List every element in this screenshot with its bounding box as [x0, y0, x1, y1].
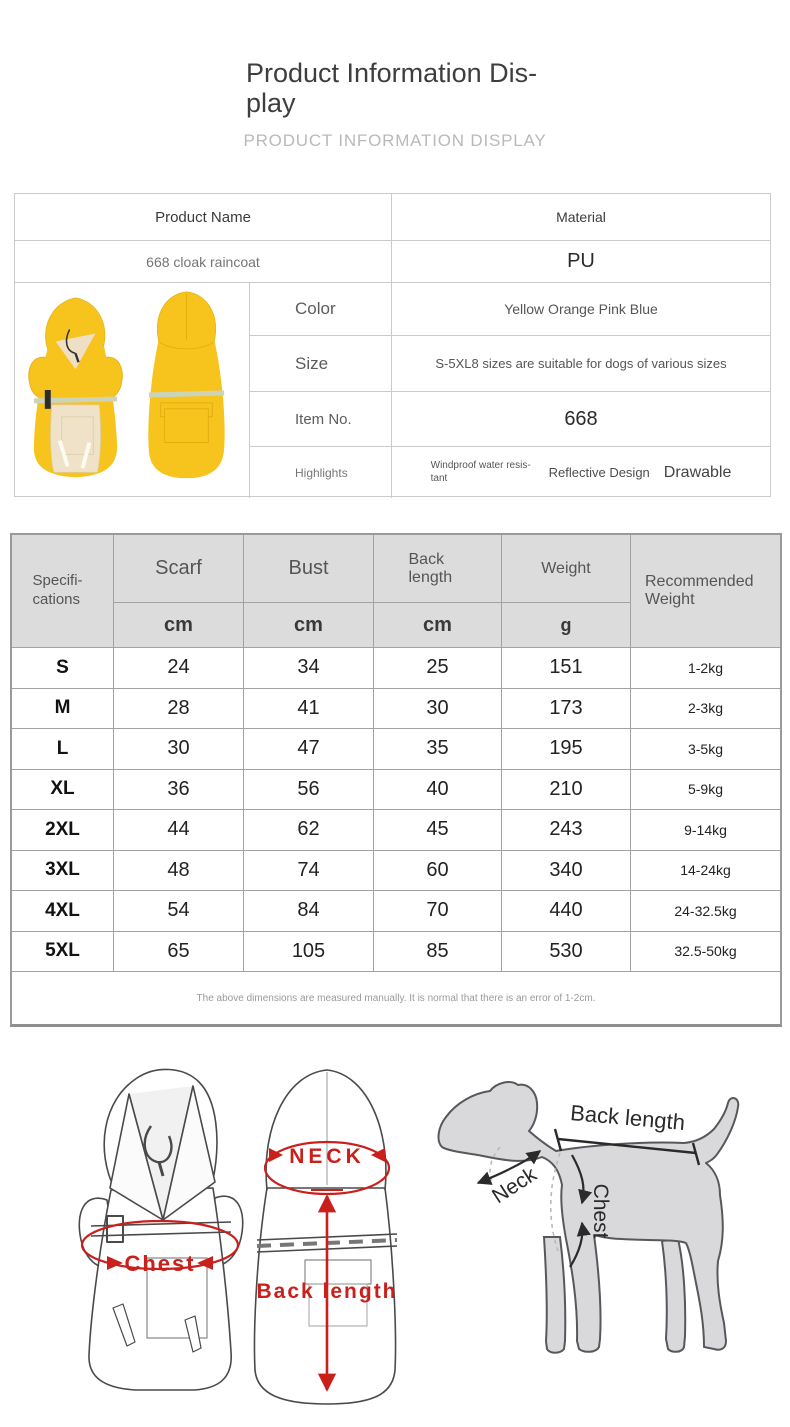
unit-bust: cm	[243, 602, 373, 647]
row-bust: 105	[243, 931, 373, 972]
row-size: 4XL	[12, 890, 113, 931]
col-header-recommended-weight: Recommended Weight	[630, 535, 780, 647]
row-recommended: 3-5kg	[630, 728, 780, 769]
page-title	[246, 58, 566, 118]
row-bust: 34	[243, 647, 373, 688]
row-weight: 195	[501, 728, 630, 769]
photo-back-coat	[148, 291, 224, 477]
unit-scarf: cm	[113, 602, 243, 647]
row-weight: 340	[501, 850, 630, 891]
row-bust: 74	[243, 850, 373, 891]
col-header-weight: Weight	[501, 535, 630, 602]
row-back: 70	[373, 890, 501, 931]
row-size: 3XL	[12, 850, 113, 891]
row-bust: 41	[243, 688, 373, 729]
col-header-scarf: Scarf	[113, 535, 243, 602]
row-recommended: 24-32.5kg	[630, 890, 780, 931]
row-scarf: 44	[113, 809, 243, 850]
highlight-windproof: Windproof water resis-tant	[430, 460, 531, 484]
row-bust: 84	[243, 890, 373, 931]
row-size: L	[12, 728, 113, 769]
highlights-value	[391, 446, 770, 498]
row-size: M	[12, 688, 113, 729]
product-photo	[15, 282, 249, 498]
spec-header: Specifi-cations	[12, 535, 113, 647]
row-size: XL	[12, 769, 113, 810]
row-scarf: 54	[113, 890, 243, 931]
photo-front-coat	[29, 297, 123, 476]
page-title-line1: Product Information Dis-	[246, 58, 538, 88]
unit-back: cm	[373, 602, 501, 647]
row-scarf: 65	[113, 931, 243, 972]
product-name-header: Product Name	[155, 208, 251, 226]
row-scarf: 24	[113, 647, 243, 688]
raincoat-photo-illustration	[15, 284, 249, 498]
row-recommended: 1-2kg	[630, 647, 780, 688]
coat-neck-label: NECK	[289, 1145, 365, 1168]
row-bust: 62	[243, 809, 373, 850]
highlight-reflective: Reflective Design	[548, 465, 650, 480]
unit-weight: g	[501, 602, 630, 647]
row-weight: 210	[501, 769, 630, 810]
material-value: PU	[391, 240, 770, 282]
coat-back-length-label: Back length	[256, 1280, 398, 1303]
coat-chest-label: Chest	[124, 1251, 196, 1276]
row-back: 40	[373, 769, 501, 810]
row-recommended: 5-9kg	[630, 769, 780, 810]
page-title-line2: play	[246, 88, 296, 118]
dog-back-length-label: Back length	[569, 1100, 687, 1135]
row-size: S	[12, 647, 113, 688]
item-no-value: 668	[391, 391, 770, 446]
row-recommended: 9-14kg	[630, 809, 780, 850]
measure-note: The above dimensions are measured manually. It is normal that there is an error of 1-2cm.	[12, 971, 780, 1024]
row-size: 2XL	[12, 809, 113, 850]
size-label: Size	[249, 335, 391, 391]
row-scarf: 30	[113, 728, 243, 769]
row-recommended: 32.5-50kg	[630, 931, 780, 972]
page-subtitle: PRODUCT INFORMATION DISPLAY	[243, 131, 547, 150]
highlights-label: Highlights	[249, 446, 391, 498]
row-back: 30	[373, 688, 501, 729]
size-spec-table	[10, 533, 782, 1027]
col-header-bust: Bust	[243, 535, 373, 602]
product-info-table	[14, 193, 771, 497]
row-scarf: 28	[113, 688, 243, 729]
dog-chest-label: Chest	[589, 1183, 612, 1239]
product-name-value: 668 cloak raincoat	[15, 240, 391, 282]
row-back: 25	[373, 647, 501, 688]
dog-neck-label: Neck	[488, 1162, 541, 1209]
row-weight: 440	[501, 890, 630, 931]
row-bust: 56	[243, 769, 373, 810]
color-value: Yellow Orange Pink Blue	[391, 282, 770, 335]
row-back: 35	[373, 728, 501, 769]
coat-measurement-sketch	[55, 1040, 420, 1425]
row-scarf: 36	[113, 769, 243, 810]
row-weight: 530	[501, 931, 630, 972]
row-weight: 173	[501, 688, 630, 729]
item-no-label: Item No.	[249, 391, 391, 446]
color-label: Color	[249, 282, 391, 335]
row-scarf: 48	[113, 850, 243, 891]
highlight-drawable: Drawable	[663, 463, 732, 481]
row-back: 60	[373, 850, 501, 891]
row-recommended: 14-24kg	[630, 850, 780, 891]
row-bust: 47	[243, 728, 373, 769]
row-back: 45	[373, 809, 501, 850]
row-weight: 243	[501, 809, 630, 850]
size-value: S-5XL8 sizes are suitable for dogs of various sizes	[391, 335, 770, 391]
material-header: Material	[391, 194, 770, 240]
row-back: 85	[373, 931, 501, 972]
col-header-back-length: Back length	[373, 535, 501, 602]
dog-measurement-diagram	[422, 1055, 782, 1390]
row-size: 5XL	[12, 931, 113, 972]
row-weight: 151	[501, 647, 630, 688]
row-recommended: 2-3kg	[630, 688, 780, 729]
